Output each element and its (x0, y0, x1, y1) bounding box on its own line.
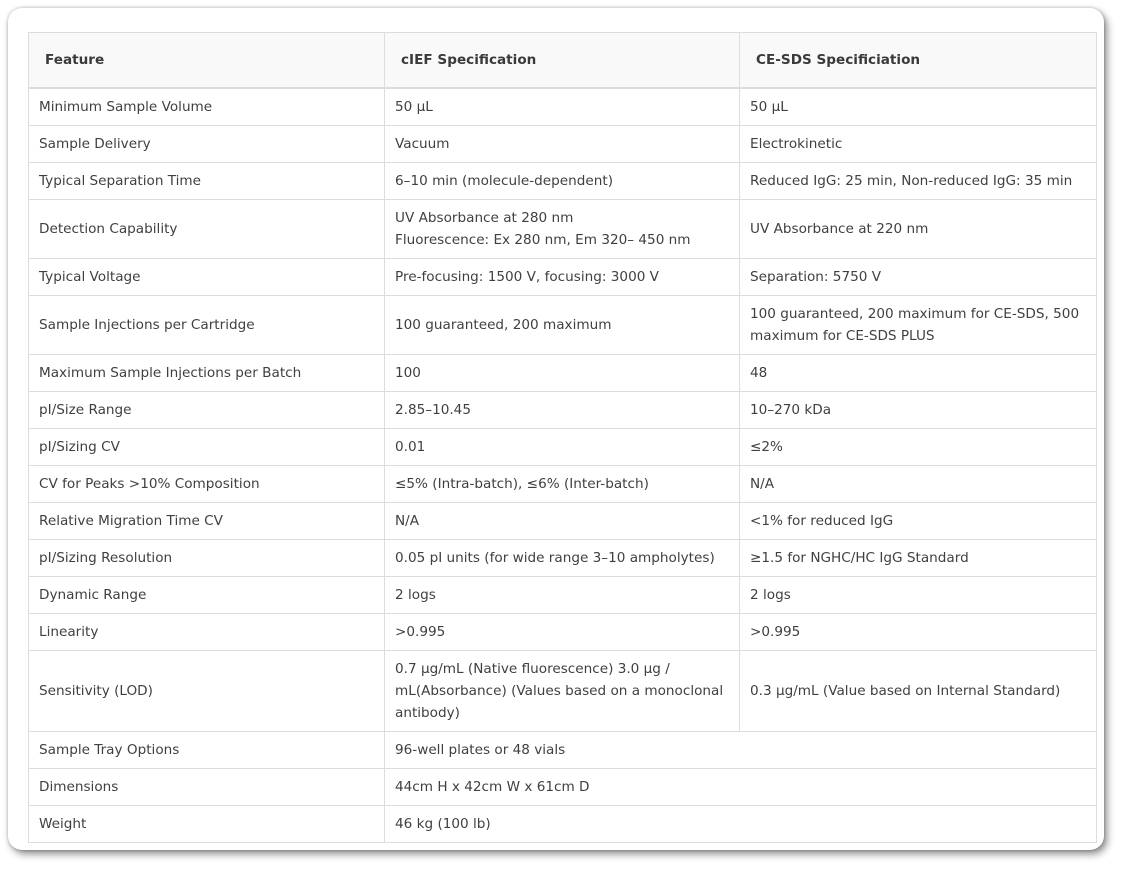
ce-sds-cell: <1% for reduced IgG (740, 502, 1097, 539)
table-row (29, 502, 1097, 539)
cief-cell: >0.995 (385, 613, 740, 650)
ce-sds-cell: 2 logs (740, 576, 1097, 613)
table-row (29, 88, 1097, 126)
feature-cell: Sample Tray Options (29, 731, 385, 768)
feature-cell: pI/Sizing Resolution (29, 539, 385, 576)
feature-cell: Linearity (29, 613, 385, 650)
cief-cell: 2 logs (385, 576, 740, 613)
table-row (29, 650, 1097, 731)
table-row (29, 731, 1097, 768)
ce-sds-cell: 10–270 kDa (740, 391, 1097, 428)
specification-table (28, 32, 1097, 843)
feature-cell: Typical Voltage (29, 258, 385, 295)
table-row (29, 295, 1097, 354)
table-row (29, 539, 1097, 576)
cief-cell: 50 µL (385, 88, 740, 126)
ce-sds-cell: 50 µL (740, 88, 1097, 126)
feature-cell: Sample Injections per Cartridge (29, 295, 385, 354)
ce-sds-cell: Reduced IgG: 25 min, Non-reduced IgG: 35 min (740, 162, 1097, 199)
table-row (29, 391, 1097, 428)
cief-line: Fluorescence: Ex 280 nm, Em 320– 450 nm (395, 231, 691, 248)
spec-card (8, 8, 1104, 850)
feature-cell: Relative Migration Time CV (29, 502, 385, 539)
feature-cell: Minimum Sample Volume (29, 88, 385, 126)
feature-cell: Detection Capability (29, 199, 385, 258)
cief-cell: 100 (385, 354, 740, 391)
ce-sds-cell: 48 (740, 354, 1097, 391)
cief-cell: Vacuum (385, 125, 740, 162)
cief-cell: 2.85–10.45 (385, 391, 740, 428)
table-row (29, 258, 1097, 295)
cief-cell: Pre-focusing: 1500 V, focusing: 3000 V (385, 258, 740, 295)
table-row (29, 125, 1097, 162)
table-row (29, 576, 1097, 613)
feature-cell: Weight (29, 805, 385, 842)
feature-cell: Sample Delivery (29, 125, 385, 162)
cief-cell: ≤5% (Intra-batch), ≤6% (Inter-batch) (385, 465, 740, 502)
feature-cell: Sensitivity (LOD) (29, 650, 385, 731)
shared-spec-cell: 46 kg (100 lb) (385, 805, 1097, 842)
ce-sds-cell: ≤2% (740, 428, 1097, 465)
ce-sds-cell: 0.3 µg/mL (Value based on Internal Standard) (740, 650, 1097, 731)
cief-cell: 100 guaranteed, 200 maximum (385, 295, 740, 354)
ce-sds-cell: N/A (740, 465, 1097, 502)
ce-sds-cell: 100 guaranteed, 200 maximum for CE-SDS, 500 maximum for CE-SDS PLUS (740, 295, 1097, 354)
table-row (29, 428, 1097, 465)
cief-cell: 0.05 pI units (for wide range 3–10 ampholytes) (385, 539, 740, 576)
cief-cell: 0.7 µg/mL (Native fluorescence) 3.0 µg / mL(Absorbance) (Values based on a monoclonal antibody) (385, 650, 740, 731)
shared-spec-cell: 44cm H x 42cm W x 61cm D (385, 768, 1097, 805)
feature-cell: pI/Sizing CV (29, 428, 385, 465)
feature-cell: Maximum Sample Injections per Batch (29, 354, 385, 391)
header-feature: Feature (29, 33, 385, 88)
feature-cell: Typical Separation Time (29, 162, 385, 199)
table-row (29, 613, 1097, 650)
feature-cell: CV for Peaks >10% Composition (29, 465, 385, 502)
ce-sds-cell: ≥1.5 for NGHC/HC IgG Standard (740, 539, 1097, 576)
ce-sds-cell: >0.995 (740, 613, 1097, 650)
feature-cell: pI/Size Range (29, 391, 385, 428)
cief-cell: N/A (385, 502, 740, 539)
cief-cell: 6–10 min (molecule-dependent) (385, 162, 740, 199)
table-header-row (29, 33, 1097, 88)
ce-sds-cell: Electrokinetic (740, 125, 1097, 162)
header-cief-specification: cIEF Specification (385, 33, 740, 88)
shared-spec-cell: 96-well plates or 48 vials (385, 731, 1097, 768)
cief-cell: 0.01 (385, 428, 740, 465)
table-row (29, 162, 1097, 199)
header-ce-sds-specification: CE-SDS Specificiation (740, 33, 1097, 88)
cief-line: UV Absorbance at 280 nm (395, 209, 574, 226)
table-row (29, 465, 1097, 502)
feature-cell: Dynamic Range (29, 576, 385, 613)
table-row (29, 768, 1097, 805)
table-row (29, 805, 1097, 842)
cief-cell (385, 199, 740, 258)
ce-sds-cell: UV Absorbance at 220 nm (740, 199, 1097, 258)
ce-sds-cell: Separation: 5750 V (740, 258, 1097, 295)
table-row (29, 199, 1097, 258)
table-row (29, 354, 1097, 391)
feature-cell: Dimensions (29, 768, 385, 805)
